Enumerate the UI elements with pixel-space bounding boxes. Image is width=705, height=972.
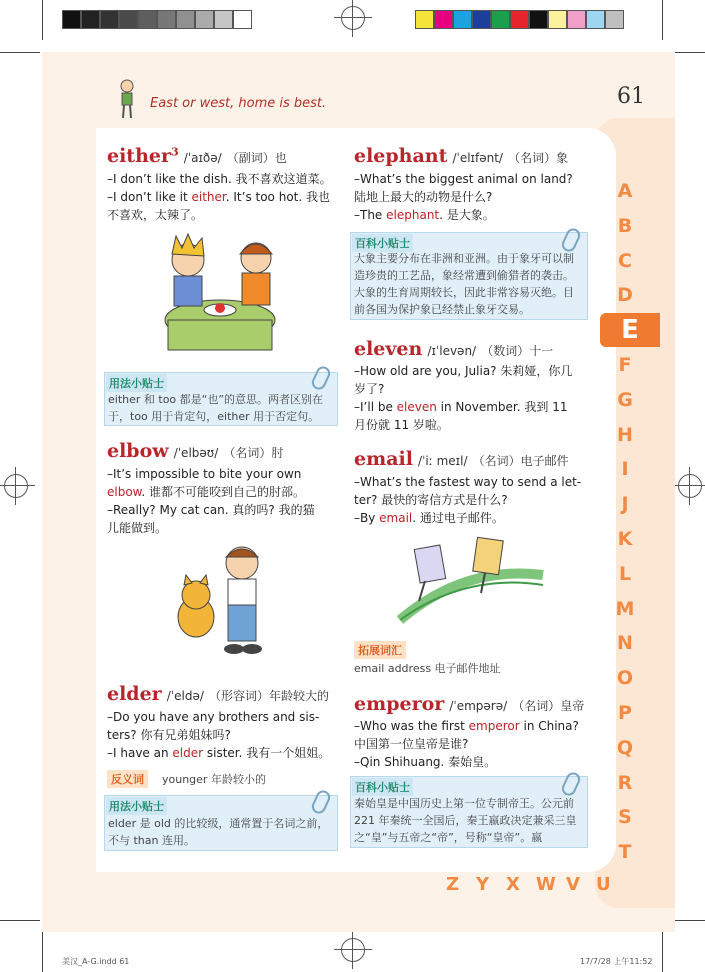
entry-elbow-examples bbox=[107, 465, 337, 537]
part-of-speech: （数词）十一 bbox=[481, 344, 554, 358]
phonetic: /ˈelbəʊ/ bbox=[173, 446, 219, 460]
tip-body: 大象主要分布在非洲和亚洲。由于象牙可以制 造珍贵的工艺品，象经常遭到偷猎者的袭击。 大象的生育周期较长，因此非常容易灭绝。目 前各国为保护象已经禁止象牙交易。 bbox=[354, 252, 574, 316]
tip-title: 百科小贴士 bbox=[352, 234, 413, 252]
phonetic: /ɪˈlevən/ bbox=[427, 344, 477, 358]
alphabet-tab-r[interactable]: R bbox=[617, 771, 633, 794]
alphabet-tab-k[interactable]: K bbox=[617, 528, 633, 550]
phonetic: /ˈiː meɪl/ bbox=[418, 454, 468, 468]
example-line: ters? 你有兄弟姐妹吗? bbox=[107, 728, 231, 742]
alphabet-tab-z[interactable]: Z bbox=[446, 874, 460, 895]
extension-text: email address 电子邮件地址 bbox=[354, 662, 501, 675]
headword: elephant bbox=[354, 145, 448, 167]
entry-elder-header bbox=[107, 683, 329, 705]
headword: email bbox=[354, 448, 413, 470]
entry-emperor-examples bbox=[354, 717, 589, 771]
alphabet-tab-e[interactable]: E bbox=[600, 313, 660, 347]
part-of-speech: （形容词）年龄较大的 bbox=[209, 689, 330, 703]
example-line: –What’s the biggest animal on land? bbox=[354, 172, 573, 186]
color-swatch bbox=[453, 10, 472, 29]
entry-eleven-examples bbox=[354, 362, 589, 434]
entry-eleven-header bbox=[354, 338, 553, 360]
page-number: 61 bbox=[617, 84, 645, 109]
example-line: –I don’t like it either. It’s too hot. 我也 bbox=[107, 190, 330, 204]
example-line: –I don’t like the dish. 我不喜欢这道菜。 bbox=[107, 172, 332, 186]
example-line: –What’s the fastest way to send a let- bbox=[354, 475, 582, 489]
entry-email-header bbox=[354, 448, 569, 470]
alphabet-tab-x[interactable]: X bbox=[506, 874, 520, 895]
alphabet-tab-c[interactable]: C bbox=[618, 249, 632, 272]
crop-mark bbox=[0, 52, 40, 53]
tip-title: 用法小贴士 bbox=[106, 374, 167, 392]
registration-mark bbox=[341, 6, 365, 30]
gray-swatch bbox=[233, 10, 252, 29]
alphabet-tab-w[interactable]: W bbox=[536, 874, 556, 895]
entry-elephant-examples bbox=[354, 170, 589, 224]
example-line: 不喜欢，太辣了。 bbox=[107, 208, 204, 222]
headword: eleven bbox=[354, 338, 423, 360]
registration-mark bbox=[341, 938, 365, 962]
part-of-speech: （名词）电子邮件 bbox=[472, 454, 569, 468]
headword: elbow bbox=[107, 440, 169, 462]
color-swatch bbox=[567, 10, 586, 29]
alphabet-tab-g[interactable]: G bbox=[617, 388, 633, 411]
gray-swatch bbox=[119, 10, 138, 29]
example-line: –By email. 通过电子邮件。 bbox=[354, 511, 504, 525]
example-line: 儿能做到。 bbox=[107, 521, 168, 535]
example-line: ter? 最快的寄信方式是什么? bbox=[354, 493, 508, 507]
alphabet-tab-h[interactable]: H bbox=[617, 423, 633, 446]
alphabet-tab-v[interactable]: V bbox=[566, 874, 580, 895]
crop-mark bbox=[0, 920, 40, 921]
alphabet-tab-i[interactable]: I bbox=[621, 458, 629, 481]
extension-tag: 拓展词汇 bbox=[354, 641, 406, 659]
elbow-illustration bbox=[168, 545, 278, 657]
part-of-speech: （名词）皇帝 bbox=[512, 699, 585, 713]
gray-swatch bbox=[176, 10, 195, 29]
color-swatch bbox=[529, 10, 548, 29]
phonetic: /ˈaɪðə/ bbox=[183, 151, 222, 165]
phonetic: /ˈelɪfənt/ bbox=[452, 151, 503, 165]
example-line: –I’ll be eleven in November. 我到 11 bbox=[354, 400, 568, 414]
gray-swatch bbox=[62, 10, 81, 29]
email-illustration bbox=[395, 535, 545, 625]
example-line: elbow. 谁都不可能咬到自己的肘部。 bbox=[107, 485, 306, 499]
phonetic: /ˈempərə/ bbox=[449, 699, 508, 713]
alphabet-tab-y[interactable]: Y bbox=[476, 874, 490, 895]
gray-swatch bbox=[214, 10, 233, 29]
headword: emperor bbox=[354, 693, 445, 715]
alphabet-tab-f[interactable]: F bbox=[618, 354, 632, 376]
example-line: –Do you have any brothers and sis- bbox=[107, 710, 320, 724]
gray-swatch bbox=[195, 10, 214, 29]
boy-mascot-icon bbox=[117, 78, 137, 120]
part-of-speech: （名词）象 bbox=[508, 151, 569, 165]
color-swatch-strip bbox=[415, 10, 624, 29]
antonym-text: younger 年龄较小的 bbox=[162, 773, 266, 786]
alphabet-tab-n[interactable]: N bbox=[617, 632, 633, 655]
tip-title: 用法小贴士 bbox=[106, 797, 167, 815]
alphabet-tab-p[interactable]: P bbox=[618, 702, 632, 724]
alphabet-tab-a[interactable]: A bbox=[617, 180, 633, 202]
color-swatch bbox=[472, 10, 491, 29]
registration-mark bbox=[678, 474, 702, 498]
part-of-speech: （副词）也 bbox=[226, 151, 287, 165]
headword: elder bbox=[107, 683, 162, 705]
part-of-speech: （名词）肘 bbox=[223, 446, 284, 460]
entry-emperor-header bbox=[354, 693, 584, 715]
example-line: –Qin Shihuang. 秦始皇。 bbox=[354, 755, 497, 769]
crop-mark bbox=[42, 0, 43, 40]
tip-body: 秦始皇是中国历史上第一位专制帝王。公元前 221 年秦统一全国后，秦王嬴政决定兼采三皇 之“皇”与五帝之“帝”，号称“皇帝”。嬴 bbox=[354, 797, 577, 844]
gray-swatch bbox=[138, 10, 157, 29]
color-swatch bbox=[415, 10, 434, 29]
gray-swatch bbox=[157, 10, 176, 29]
color-swatch bbox=[548, 10, 567, 29]
footer-file-info: 美汉_A-G.indd 61 bbox=[62, 957, 130, 966]
alphabet-tab-t[interactable]: T bbox=[618, 841, 632, 864]
example-line: –The elephant. 是大象。 bbox=[354, 208, 495, 222]
example-line: 月份就 11 岁啦。 bbox=[354, 418, 449, 432]
tip-title: 百科小贴士 bbox=[352, 778, 413, 796]
alphabet-tab-b[interactable]: B bbox=[617, 214, 633, 237]
entry-email-examples bbox=[354, 473, 589, 527]
color-swatch bbox=[434, 10, 453, 29]
tip-body: either 和 too 都是“也”的意思。两者区别在 于，too 用于肯定句，either 用于否定句。 bbox=[108, 393, 324, 423]
example-line: 陆地上最大的动物是什么? bbox=[354, 190, 493, 204]
example-line: –How old are you, Julia? 朱莉娅，你几 bbox=[354, 364, 573, 378]
gray-swatch bbox=[100, 10, 119, 29]
color-swatch bbox=[491, 10, 510, 29]
gray-swatch bbox=[81, 10, 100, 29]
alphabet-tab-q[interactable]: Q bbox=[616, 736, 634, 759]
alphabet-tab-d[interactable]: D bbox=[617, 284, 633, 307]
entry-either-examples bbox=[107, 170, 337, 224]
headword-superscript: 3 bbox=[171, 145, 179, 159]
crop-mark bbox=[42, 932, 43, 972]
entry-elephant-header bbox=[354, 145, 568, 167]
footer-timestamp: 17/7/28 上午11:52 bbox=[580, 957, 653, 966]
example-line: 岁了? bbox=[354, 382, 385, 396]
example-line: –Who was the first emperor in China? bbox=[354, 719, 579, 733]
color-swatch bbox=[586, 10, 605, 29]
example-line: 中国第一位皇帝是谁? bbox=[354, 737, 469, 751]
example-line: –Really? My cat can. 真的吗? 我的猫 bbox=[107, 503, 315, 517]
gray-swatch-strip bbox=[62, 10, 252, 29]
antonym-tag: 反义词 bbox=[107, 770, 148, 788]
example-line: –I have an elder sister. 我有一个姐姐。 bbox=[107, 746, 331, 760]
entry-elder-examples bbox=[107, 708, 337, 762]
entry-elbow-header bbox=[107, 440, 283, 462]
tip-body: elder 是 old 的比较级，通常置于名词之前， 不与 than 连用。 bbox=[108, 817, 329, 847]
alphabet-tab-u[interactable]: U bbox=[596, 874, 611, 895]
either-illustration bbox=[160, 228, 278, 358]
alphabet-tab-l[interactable]: L bbox=[618, 562, 632, 585]
page-motto: East or west, home is best. bbox=[150, 96, 327, 111]
color-swatch bbox=[605, 10, 624, 29]
registration-mark bbox=[4, 474, 28, 498]
crop-mark bbox=[662, 932, 663, 972]
crop-mark bbox=[662, 0, 663, 40]
color-swatch bbox=[510, 10, 529, 29]
alphabet-tab-j[interactable]: J bbox=[621, 493, 629, 516]
headword: either bbox=[107, 145, 171, 167]
alphabet-tab-o[interactable]: O bbox=[616, 667, 634, 690]
phonetic: /ˈeldə/ bbox=[166, 689, 204, 703]
example-line: –It’s impossible to bite your own bbox=[107, 467, 302, 481]
entry-either-header bbox=[107, 145, 287, 167]
alphabet-tab-s[interactable]: S bbox=[618, 806, 632, 829]
alphabet-tab-m[interactable]: M bbox=[615, 597, 635, 620]
